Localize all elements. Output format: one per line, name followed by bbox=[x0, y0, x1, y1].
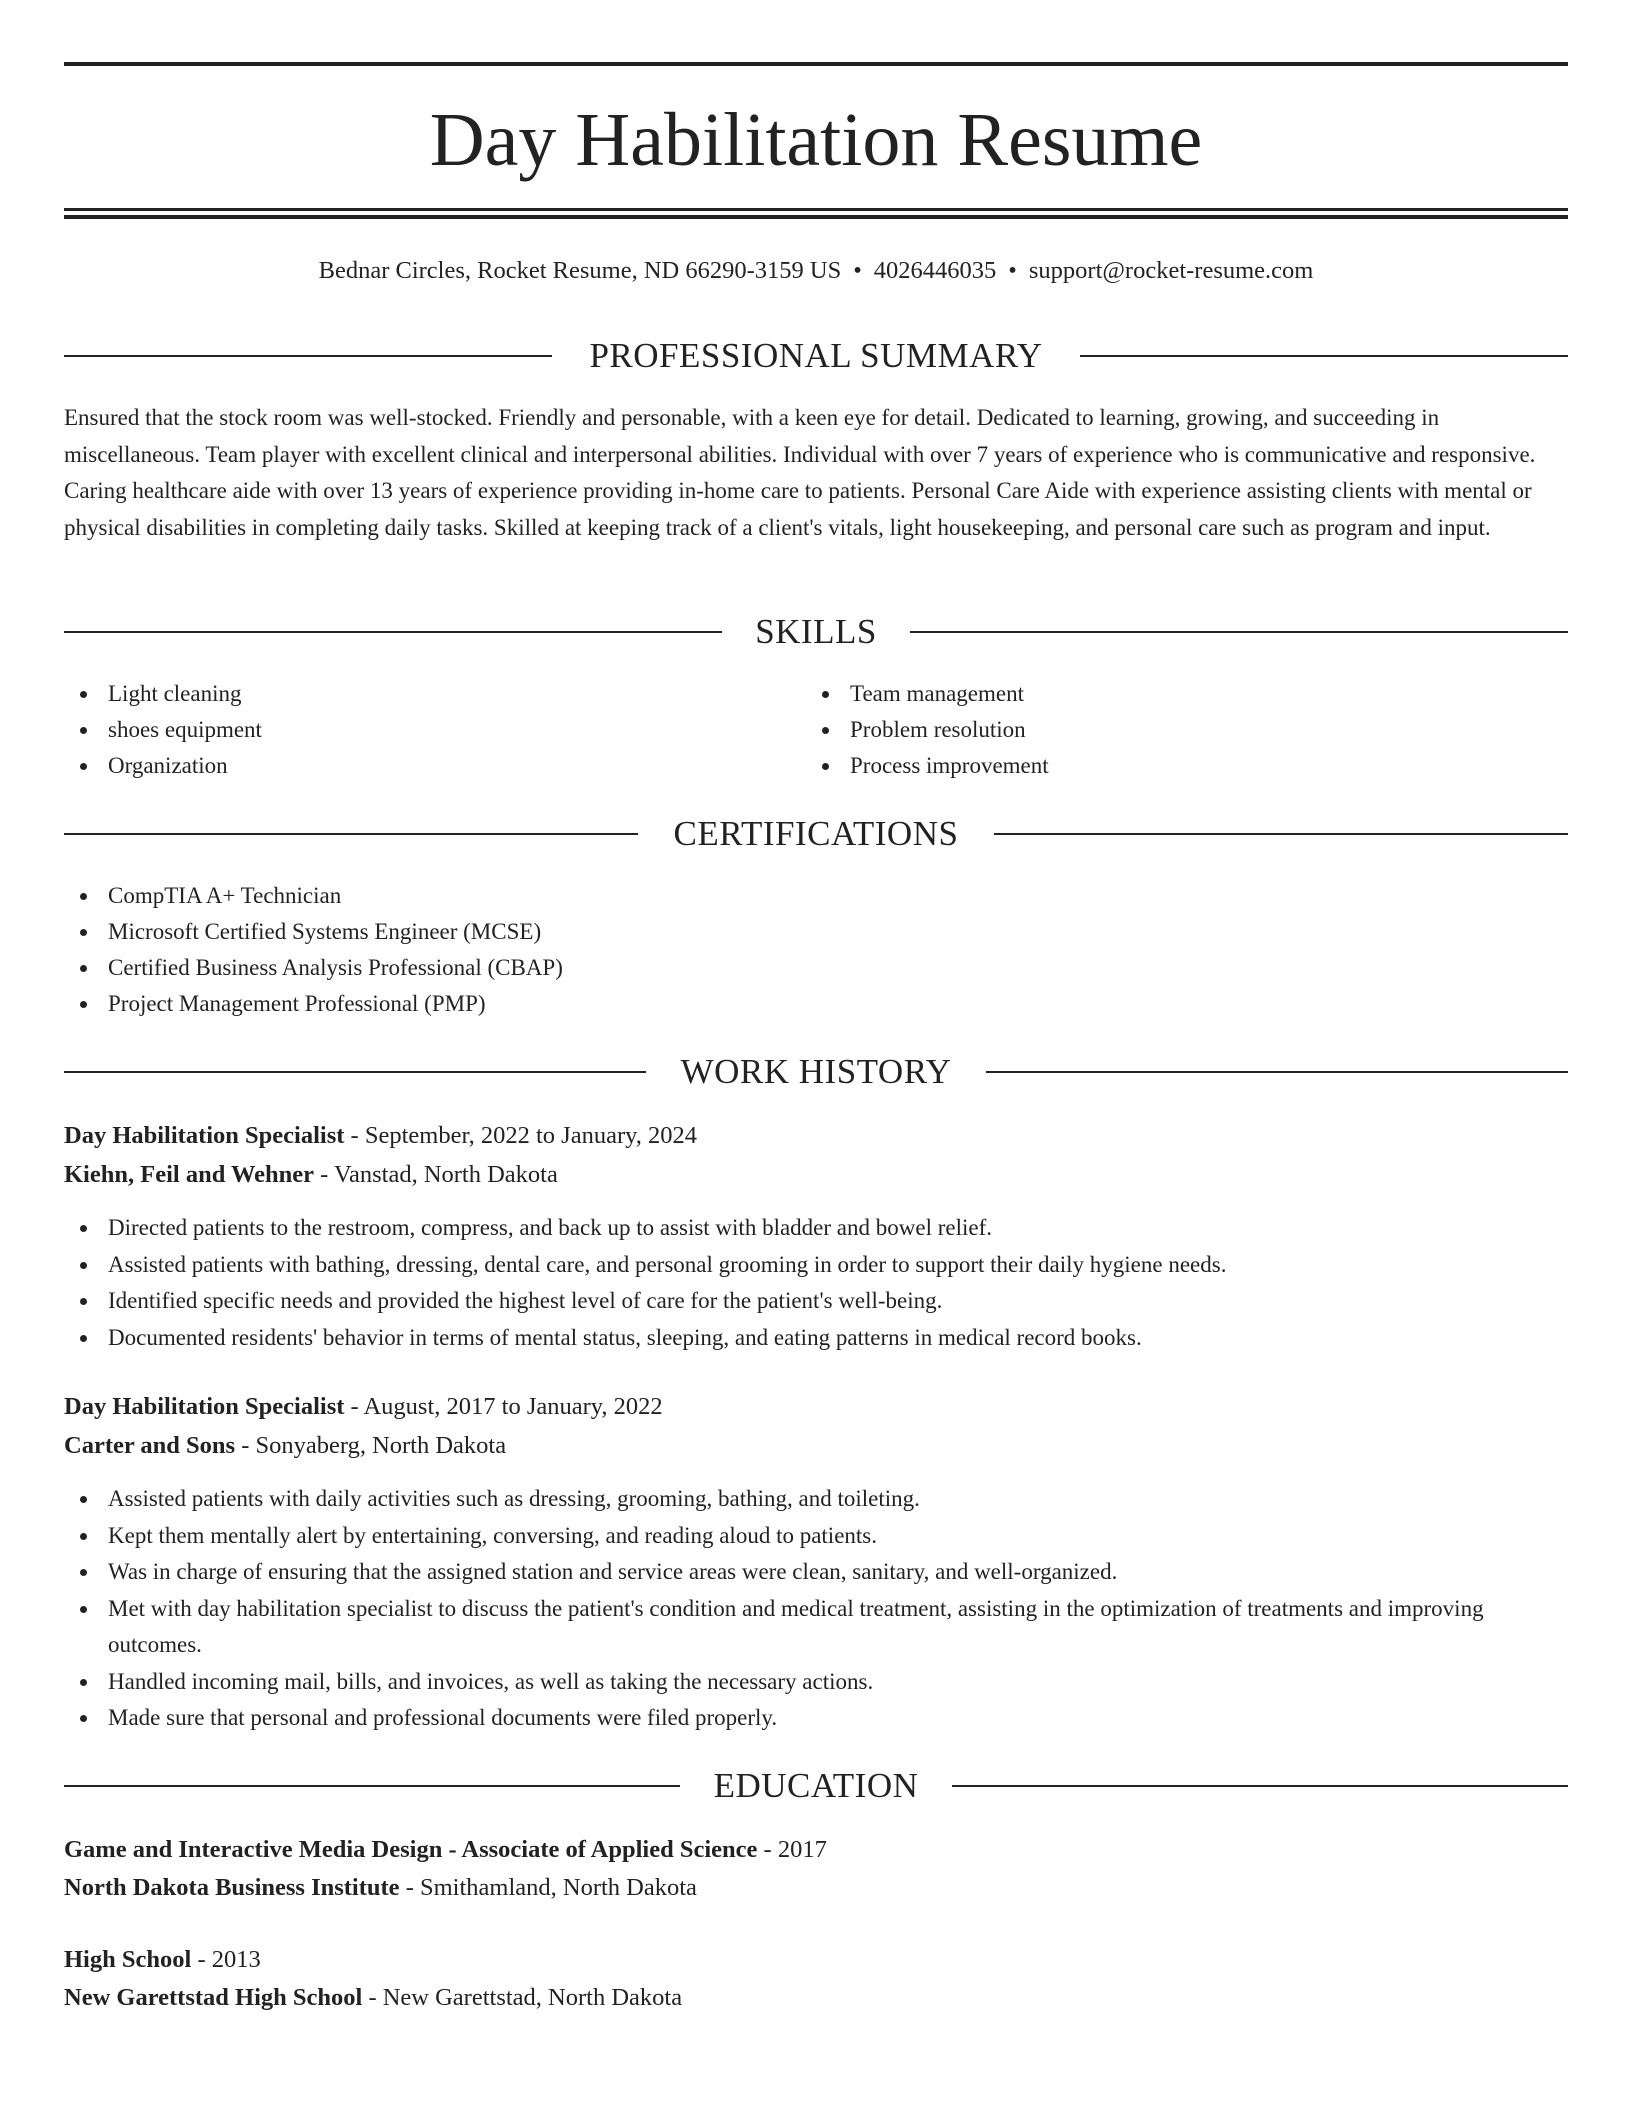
job-dates: - August, 2017 to January, 2022 bbox=[344, 1393, 663, 1420]
certifications-list bbox=[64, 878, 1464, 1022]
education-degree-line bbox=[64, 1940, 1568, 1979]
job-duty: Identified specific needs and provided the highest level of care for the patient's well-being. bbox=[64, 1283, 1568, 1320]
contact-separator: • bbox=[853, 257, 862, 284]
job-duty: Was in charge of ensuring that the assigned station and service areas were clean, sanitary, and well-organized. bbox=[64, 1554, 1524, 1591]
certification-item: Microsoft Certified Systems Engineer (MCSE) bbox=[64, 914, 1464, 950]
skill-item: Problem resolution bbox=[806, 712, 1506, 748]
section-title: WORK HISTORY bbox=[680, 1052, 952, 1091]
education-degree: High School bbox=[64, 1946, 192, 1973]
job-title: Day Habilitation Specialist bbox=[64, 1393, 345, 1420]
job-dates: - September, 2022 to January, 2024 bbox=[344, 1122, 698, 1149]
section-title: EDUCATION bbox=[713, 1766, 919, 1805]
job-company: Carter and Sons bbox=[64, 1432, 236, 1459]
title-double-rule-bottom bbox=[64, 215, 1568, 219]
skill-item: Organization bbox=[64, 748, 764, 784]
contact-email: support@rocket-resume.com bbox=[1028, 257, 1314, 284]
education-degree-line bbox=[64, 1830, 1568, 1869]
job-location: - Sonyaberg, North Dakota bbox=[235, 1432, 507, 1459]
section-title: CERTIFICATIONS bbox=[673, 814, 959, 853]
education-year: - 2017 bbox=[757, 1836, 827, 1863]
job-location: - Vanstad, North Dakota bbox=[314, 1161, 558, 1188]
certification-item: Certified Business Analysis Professional (CBAP) bbox=[64, 950, 1464, 986]
job-company-line bbox=[64, 1155, 1568, 1194]
job-duty: Assisted patients with bathing, dressing, dental care, and personal grooming in order to support their daily hygiene needs. bbox=[64, 1247, 1568, 1284]
job-duty: Documented residents' behavior in terms of mental status, sleeping, and eating patterns in medical record books. bbox=[64, 1320, 1568, 1357]
section-rule bbox=[910, 631, 1568, 633]
skill-item: Light cleaning bbox=[64, 676, 764, 712]
job-duty: Assisted patients with daily activities such as dressing, grooming, bathing, and toileting. bbox=[64, 1481, 1524, 1518]
section-rule bbox=[952, 1785, 1568, 1787]
title-double-rule-top bbox=[64, 208, 1568, 211]
skills-list-left bbox=[64, 676, 764, 784]
section-title: PROFESSIONAL SUMMARY bbox=[589, 336, 1043, 375]
education-school: New Garettstad High School bbox=[64, 1984, 363, 2011]
education-school-line bbox=[64, 1868, 1568, 1907]
job-duty: Met with day habilitation specialist to discuss the patient's condition and medical treatment, assisting in the optimization of treatments and improving outcomes. bbox=[64, 1591, 1524, 1664]
job-duty: Made sure that personal and professional documents were filed properly. bbox=[64, 1700, 1524, 1737]
certification-item: CompTIA A+ Technician bbox=[64, 878, 1464, 914]
job-title: Day Habilitation Specialist bbox=[64, 1122, 345, 1149]
summary-text: Ensured that the stock room was well-stocked. Friendly and personable, with a keen eye for detail. Dedicated to learning, growing, and succeeding in miscellaneous. Team player with excellent clinical and interpersonal abilities. Individual with over 7 years of experience who is communicative and responsive. Caring healthcare aide with over 13 years of experience providing in-home care to patients. Personal Care Aide with experience assisting clients with mental or physical disabilities in completing daily tasks. Skilled at keeping track of a client's vitals, light housekeeping, and personal care such as program and input. bbox=[64, 405, 1536, 540]
contact-address: Bednar Circles, Rocket Resume, ND 66290-3159 US bbox=[318, 257, 842, 284]
skill-item: shoes equipment bbox=[64, 712, 764, 748]
education-school: North Dakota Business Institute bbox=[64, 1874, 400, 1901]
skill-item: Process improvement bbox=[806, 748, 1506, 784]
certification-item: Project Management Professional (PMP) bbox=[64, 986, 1464, 1022]
job-title-line bbox=[64, 1116, 1568, 1155]
page-title: Day Habilitation Resume bbox=[429, 98, 1203, 182]
skills-list-right bbox=[806, 676, 1506, 784]
education-location: - New Garettstad, North Dakota bbox=[362, 1984, 683, 2011]
section-title: SKILLS bbox=[755, 612, 877, 651]
job-title-line bbox=[64, 1387, 1568, 1426]
section-header-skills bbox=[64, 610, 1568, 654]
contact-separator: • bbox=[1008, 257, 1017, 284]
job-duty: Directed patients to the restroom, compress, and back up to assist with bladder and bowel relief. bbox=[64, 1210, 1568, 1247]
job-duty: Handled incoming mail, bills, and invoices, as well as taking the necessary actions. bbox=[64, 1664, 1524, 1701]
job-duty: Kept them mentally alert by entertaining, conversing, and reading aloud to patients. bbox=[64, 1518, 1524, 1555]
education-degree: Game and Interactive Media Design - Associate of Applied Science bbox=[64, 1836, 758, 1863]
skill-item: Team management bbox=[806, 676, 1506, 712]
section-rule bbox=[986, 1071, 1568, 1073]
job-duties-list bbox=[64, 1481, 1524, 1737]
education-year: - 2013 bbox=[191, 1946, 261, 1973]
job-company: Kiehn, Feil and Wehner bbox=[64, 1161, 315, 1188]
contact-phone: 4026446035 bbox=[873, 257, 997, 284]
section-rule bbox=[1080, 355, 1568, 357]
top-rule bbox=[64, 62, 1568, 66]
section-rule bbox=[994, 833, 1568, 835]
education-location: - Smithamland, North Dakota bbox=[399, 1874, 697, 1901]
section-header-certifications bbox=[64, 812, 1568, 856]
job-company-line bbox=[64, 1426, 1568, 1465]
section-header-education bbox=[64, 1764, 1568, 1808]
section-header-summary bbox=[64, 334, 1568, 378]
job-duties-list bbox=[64, 1210, 1568, 1356]
education-school-line bbox=[64, 1978, 1568, 2017]
contact-line bbox=[0, 254, 1632, 288]
section-header-work-history bbox=[64, 1050, 1568, 1094]
